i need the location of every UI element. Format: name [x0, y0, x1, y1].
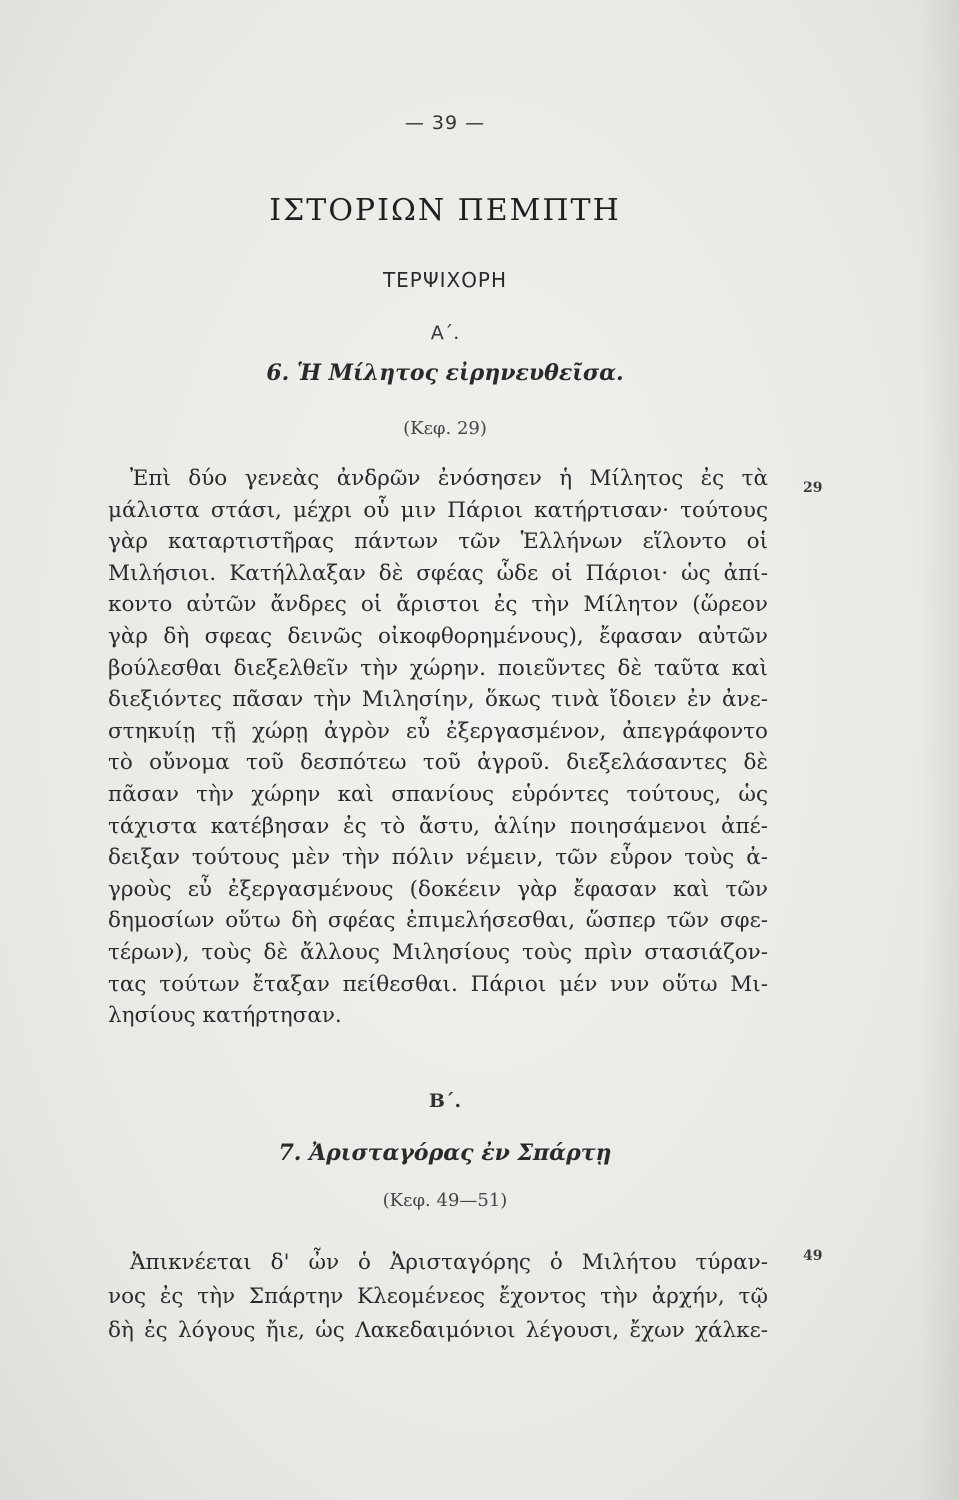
section-a-label: Α΄.: [430, 322, 460, 344]
text-line: δημοσίων οὕτω δὴ σφέας ἐπιμελήσεσθαι, ὥσπερ τῶν σφε-: [108, 908, 768, 934]
text-line: κοντο αὐτῶν ἄνδρες οἱ ἄριστοι ἐς τὴν Μίλητον (ὥρεον: [108, 592, 768, 618]
book-title: ΙΣΤΟΡΙΩΝ ΠΕΜΠΤΗ: [269, 193, 621, 228]
section-a-body: [108, 463, 768, 1032]
text-line: δὴ ἐς λόγους ἤιε, ὡς Λακεδαιμόνιοι λέγουσι, ἔχων χάλκε-: [108, 1318, 768, 1343]
text-line: γὰρ δὴ σφεας δεινῶς οἰκοφθορημένους), ἔφασαν αὐτῶν: [108, 623, 768, 649]
section-b-heading: 7. Ἀρισταγόρας ἐν Σπάρτῃ: [278, 1140, 612, 1166]
text-line: τὸ οὔνομα τοῦ δεσπότεω τοῦ ἀγροῦ. διεξελάσαντες δὲ: [108, 750, 768, 776]
text-line: λησίους κατήρτησαν.: [108, 1003, 342, 1029]
text-line: πᾶσαν τὴν χώρην καὶ σπανίους εὑρόντες τούτους, ὡς: [108, 781, 768, 807]
page-number: — 39 —: [404, 112, 486, 134]
text-line: γὰρ καταρτιστῆρας πάντων τῶν Ἑλλήνων εἵλοντο οἱ: [108, 529, 768, 555]
text-line: δειξαν τούτους μὲν τὴν πόλιν νέμειν, τῶν εὗρον τοὺς ἀ-: [108, 845, 768, 871]
section-b-body: [108, 1246, 768, 1348]
margin-note-49: 49: [803, 1248, 823, 1264]
margin-note-29: 29: [803, 480, 823, 496]
section-b-chapter-ref: (Κεφ. 49—51): [382, 1190, 508, 1211]
text-line: Μιλήσιοι. Κατήλλαξαν δὲ σφέας ὧδε οἱ Πάριοι· ὡς ἀπί-: [108, 560, 768, 586]
page-edge-shadow: [919, 0, 959, 1500]
section-a-chapter-ref: (Κεφ. 29): [403, 418, 487, 439]
text-line: διεξιόντες πᾶσαν τὴν Μιλησίην, ὅκως τινὰ ἴδοιεν ἐν ἀνε-: [108, 687, 768, 713]
text-line: τέρων), τοὺς δὲ ἄλλους Μιλησίους τοὺς πρὶν στασιάζον-: [108, 939, 768, 965]
text-line: μάλιστα στάσι, μέχρι οὗ μιν Πάριοι κατήρτισαν· τούτους: [108, 497, 768, 523]
text-line: τας τούτων ἔταξαν πείθεσθαι. Πάριοι μέν νυν οὕτω Μι-: [108, 971, 768, 997]
text-line: βούλεσθαι διεξελθεῖν τὴν χώρην. ποιεῦντες δὲ ταῦτα καὶ: [108, 655, 768, 681]
text-line: Ἐπὶ δύο γενεὰς ἀνδρῶν ἐνόσησεν ἡ Μίλητος ἐς τὰ: [130, 466, 768, 491]
section-a-heading: 6. Ἡ Μίλητος εἰρηνευθεῖσα.: [266, 360, 624, 386]
text-line: Ἀπικνέεται δ' ὦν ὁ Ἀρισταγόρης ὁ Μιλήτου τύραν-: [130, 1250, 768, 1275]
section-b-label: Β΄.: [428, 1090, 462, 1112]
muse-title: ΤΕΡΨΙΧΟΡΗ: [382, 268, 508, 292]
text-line: γροὺς εὖ ἐξεργασμένους (δοκέειν γὰρ ἔφασαν καὶ τῶν: [108, 876, 768, 902]
text-line: νος ἐς τὴν Σπάρτην Κλεομένεος ἔχοντος τὴν ἀρχήν, τῷ: [108, 1284, 768, 1309]
text-line: τάχιστα κατέβησαν ἐς τὸ ἄστυ, ἁλίην ποιησάμενοι ἀπέ-: [108, 813, 768, 839]
text-line: στηκυίῃ τῇ χώρῃ ἀγρὸν εὖ ἐξεργασμένον, ἀπεγράφοντο: [108, 718, 768, 744]
